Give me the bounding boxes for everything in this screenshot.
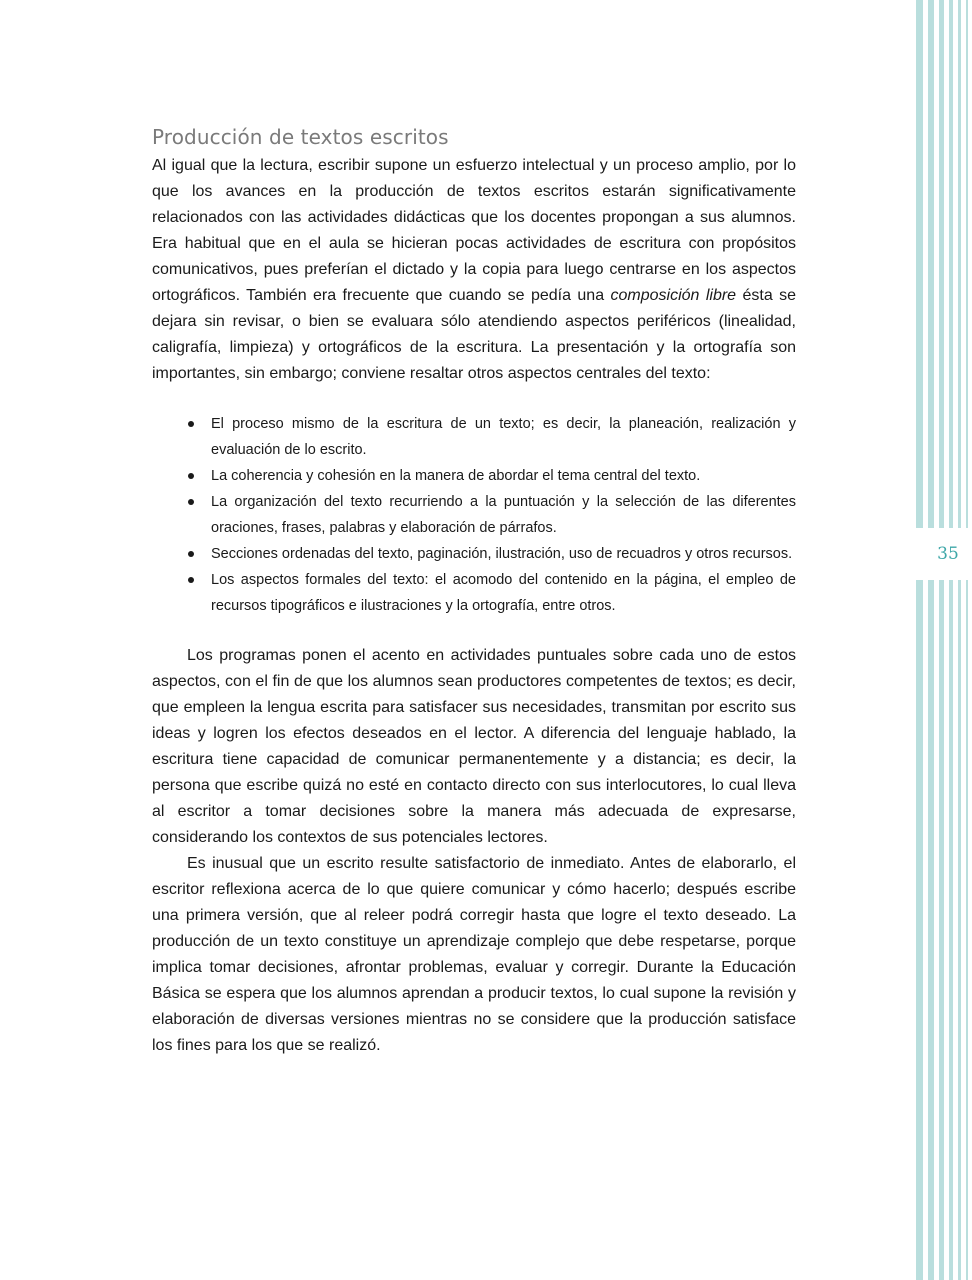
list-item-text: Los aspectos formales del texto: el acomodo del contenido en la página, el empleo de recursos tipográficos e ilustraciones y la ortografía, entre otros.	[211, 572, 796, 614]
aspects-list	[152, 411, 796, 619]
intro-paragraph	[152, 153, 796, 387]
bullet-icon	[188, 551, 194, 557]
decorative-stripes	[914, 0, 972, 1280]
stripe	[939, 0, 944, 1280]
list-item	[152, 411, 796, 463]
list-item	[152, 541, 796, 567]
body-paragraph: Los programas ponen el acento en actividades puntuales sobre cada uno de estos aspectos, con el fin de que los alumnos sean productores competentes de textos; es decir, que empleen la lengua escrita para satisfacer sus necesidades, transmitan por escrito sus ideas y logren los efectos deseados en el lector. A diferencia del lenguaje hablado, la escritura tiene capacidad de comunicar permanentemente y a distancia; es decir, la persona que escribe quizá no esté en contacto directo con sus interlocutores, lo cual lleva al escritor a tomar decisiones sobre la manera más adecuada de expresarse, considerando los contextos de sus potenciales lectores.	[152, 647, 796, 846]
page-number: 35	[937, 544, 959, 564]
list-item	[152, 567, 796, 619]
stripe	[958, 0, 961, 1280]
bullet-icon	[188, 473, 194, 479]
main-content	[152, 124, 796, 1059]
list-item-text: La coherencia y cohesión en la manera de abordar el tema central del texto.	[211, 468, 701, 484]
list-item-text: Secciones ordenadas del texto, paginación, ilustración, uso de recuadros y otros recursos.	[211, 546, 793, 562]
section-title: Producción de textos escritos	[152, 125, 449, 149]
stripe	[916, 0, 923, 1280]
stripe	[966, 0, 968, 1280]
bullet-icon	[188, 577, 194, 583]
stripe	[928, 0, 934, 1280]
intro-text-part2: ésta se dejara sin revisar, o bien se evaluara sólo atendiendo aspectos periféricos (linealidad, caligrafía, limpieza) y ortográficos de la escritura. La presentación y la ortografía son importantes, sin embargo; conviene resaltar otros aspectos centrales del texto:	[152, 287, 797, 382]
list-item	[152, 463, 796, 489]
page-number-box	[912, 528, 972, 580]
list-item-text: La organización del texto recurriendo a la puntuación y la selección de las diferentes oraciones, frases, palabras y elaboración de párrafos.	[211, 494, 796, 536]
bullet-icon	[188, 499, 194, 505]
list-item	[152, 489, 796, 541]
intro-text-part1: Al igual que la lectura, escribir supone un esfuerzo intelectual y un proceso amplio, por lo que los avances en la producción de textos escritos estarán significativamente relacionados con las actividades didácticas que los docentes propongan a sus alumnos. Era habitual que en el aula se hicieran pocas actividades de escritura con propósitos comunicativos, pues preferían el dictado y la copia para luego centrarse en los aspectos ortográficos. También era frecuente que cuando se pedía una	[152, 157, 796, 304]
body-paragraph: Es inusual que un escrito resulte satisfactorio de inmediato. Antes de elaborarlo, el escritor reflexiona acerca de lo que quiere comunicar y cómo hacerlo; después escribe una primera versión, que al releer podrá corregir hasta que logre el texto deseado. La producción de un texto constituye un aprendizaje complejo que debe respetarse, porque implica tomar decisiones, afrontar problemas, evaluar y corregir. Durante la Educación Básica se espera que los alumnos aprendan a producir textos, lo cual supone la revisión y elaboración de diversas versiones mientras no se considere que la producción satisface los fines para los que se realizó.	[152, 855, 796, 1054]
list-item-text: El proceso mismo de la escritura de un texto; es decir, la planeación, realización y evaluación de lo escrito.	[211, 416, 796, 458]
intro-italic-term: composición libre	[610, 287, 737, 304]
stripe	[949, 0, 953, 1280]
bullet-icon	[188, 421, 194, 427]
